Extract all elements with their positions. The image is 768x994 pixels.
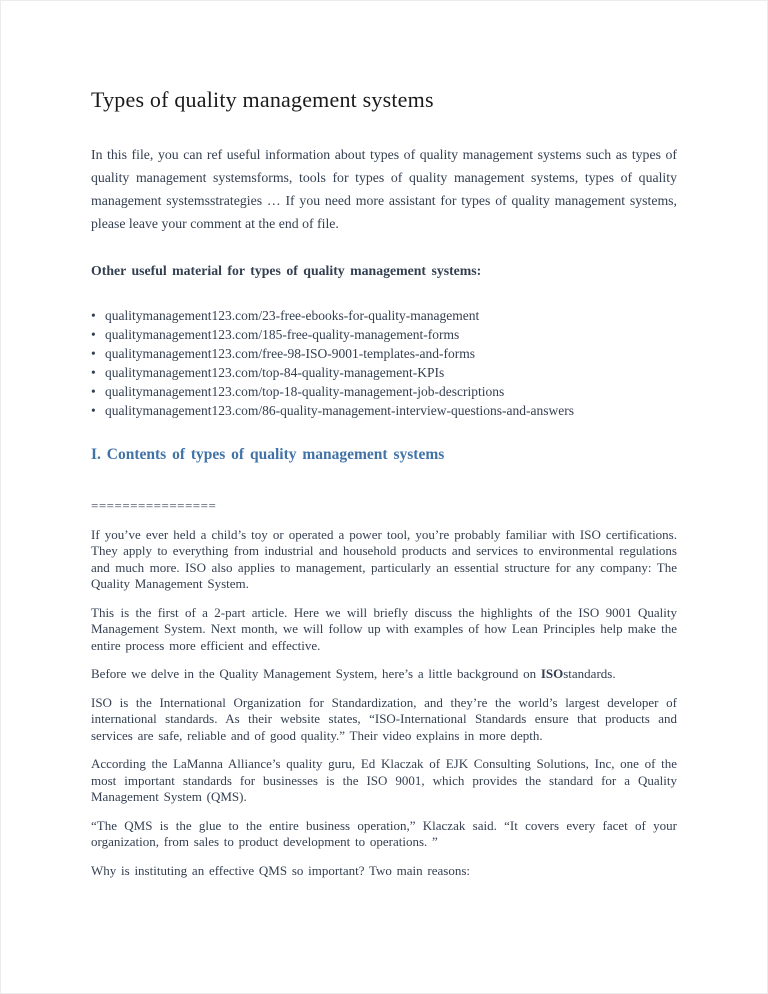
list-item	[91, 325, 677, 344]
list-item	[91, 401, 677, 420]
intro-paragraph: In this file, you can ref useful information about types of quality management systems such as types of quality management systemsforms, tools for types of quality management systems, types of quality management systemsstrategies … If you need more assistant for types of quality management systems, please leave your comment at the end of file.	[91, 147, 677, 231]
list-item	[91, 306, 677, 325]
paragraph-lamanna-alliance: According the LaManna Alliance’s quality guru, Ed Klaczak of EJK Consulting Solutions, Inc, one of the most important standards for businesses is the ISO 9001, which provides the standard for a Quality Management System (QMS).	[91, 756, 677, 804]
list-item	[91, 344, 677, 363]
resource-link: qualitymanagement123.com/free-98-ISO-9001-templates-and-forms	[105, 346, 476, 361]
page-title: Types of quality management systems	[91, 87, 434, 112]
bullet-marker: •	[91, 365, 96, 380]
iso-link-text: ISO	[540, 666, 564, 681]
other-material-heading: Other useful material for types of quality management systems:	[91, 263, 482, 278]
paragraph-qms-quote: “The QMS is the glue to the entire business operation,” Klaczak said. “It covers every facet of your organization, from sales to product development to operations. ”	[91, 817, 677, 849]
paragraph-two-part-article: This is the first of a 2-part article. Here we will briefly discuss the highlights of the ISO 9001 Quality Management System. Next month, we will follow up with examples of how Lean Principles help make the entire process more efficient and effective.	[91, 604, 677, 653]
resource-link: qualitymanagement123.com/23-free-ebooks-for-quality-management	[105, 308, 480, 323]
resource-link: qualitymanagement123.com/86-quality-management-interview-questions-and-answers	[105, 403, 574, 418]
separator-line: ================	[91, 498, 217, 513]
bullet-marker: •	[91, 327, 96, 342]
resource-link: qualitymanagement123.com/top-18-quality-management-job-descriptions	[105, 384, 505, 399]
paragraph-why-qms: Why is instituting an effective QMS so important? Two main reasons:	[91, 862, 470, 878]
bullet-marker: •	[91, 384, 96, 399]
paragraph-iso-background	[91, 666, 677, 683]
bullet-marker: •	[91, 308, 96, 323]
resource-list	[91, 306, 677, 420]
contents-heading: I. Contents of types of quality management systems	[91, 446, 445, 463]
paragraph-iso-certifications: If you’ve ever held a child’s toy or operated a power tool, you’re probably familiar with ISO certifications. They apply to everything from industrial and household products and services to environmental regulations and much more. ISO also applies to management, particularly an essential structure for any company: The Quality Management System.	[91, 526, 677, 591]
resource-link: qualitymanagement123.com/top-84-quality-management-KPIs	[105, 365, 445, 380]
iso-background-text-post: standards.	[563, 666, 616, 681]
list-item	[91, 363, 677, 382]
list-item	[91, 382, 677, 401]
paragraph-iso-definition: ISO is the International Organization for Standardization, and they’re the world’s largest developer of international standards. As their website states, “ISO-International Standards ensure that products and services are safe, reliable and of good quality.” Their video explains in more depth.	[91, 694, 677, 743]
bullet-marker: •	[91, 346, 96, 361]
bullet-marker: •	[91, 403, 96, 418]
iso-background-text-pre: Before we delve in the Quality Management System, here’s a little background on	[91, 666, 541, 681]
resource-link: qualitymanagement123.com/185-free-quality-management-forms	[105, 327, 460, 342]
